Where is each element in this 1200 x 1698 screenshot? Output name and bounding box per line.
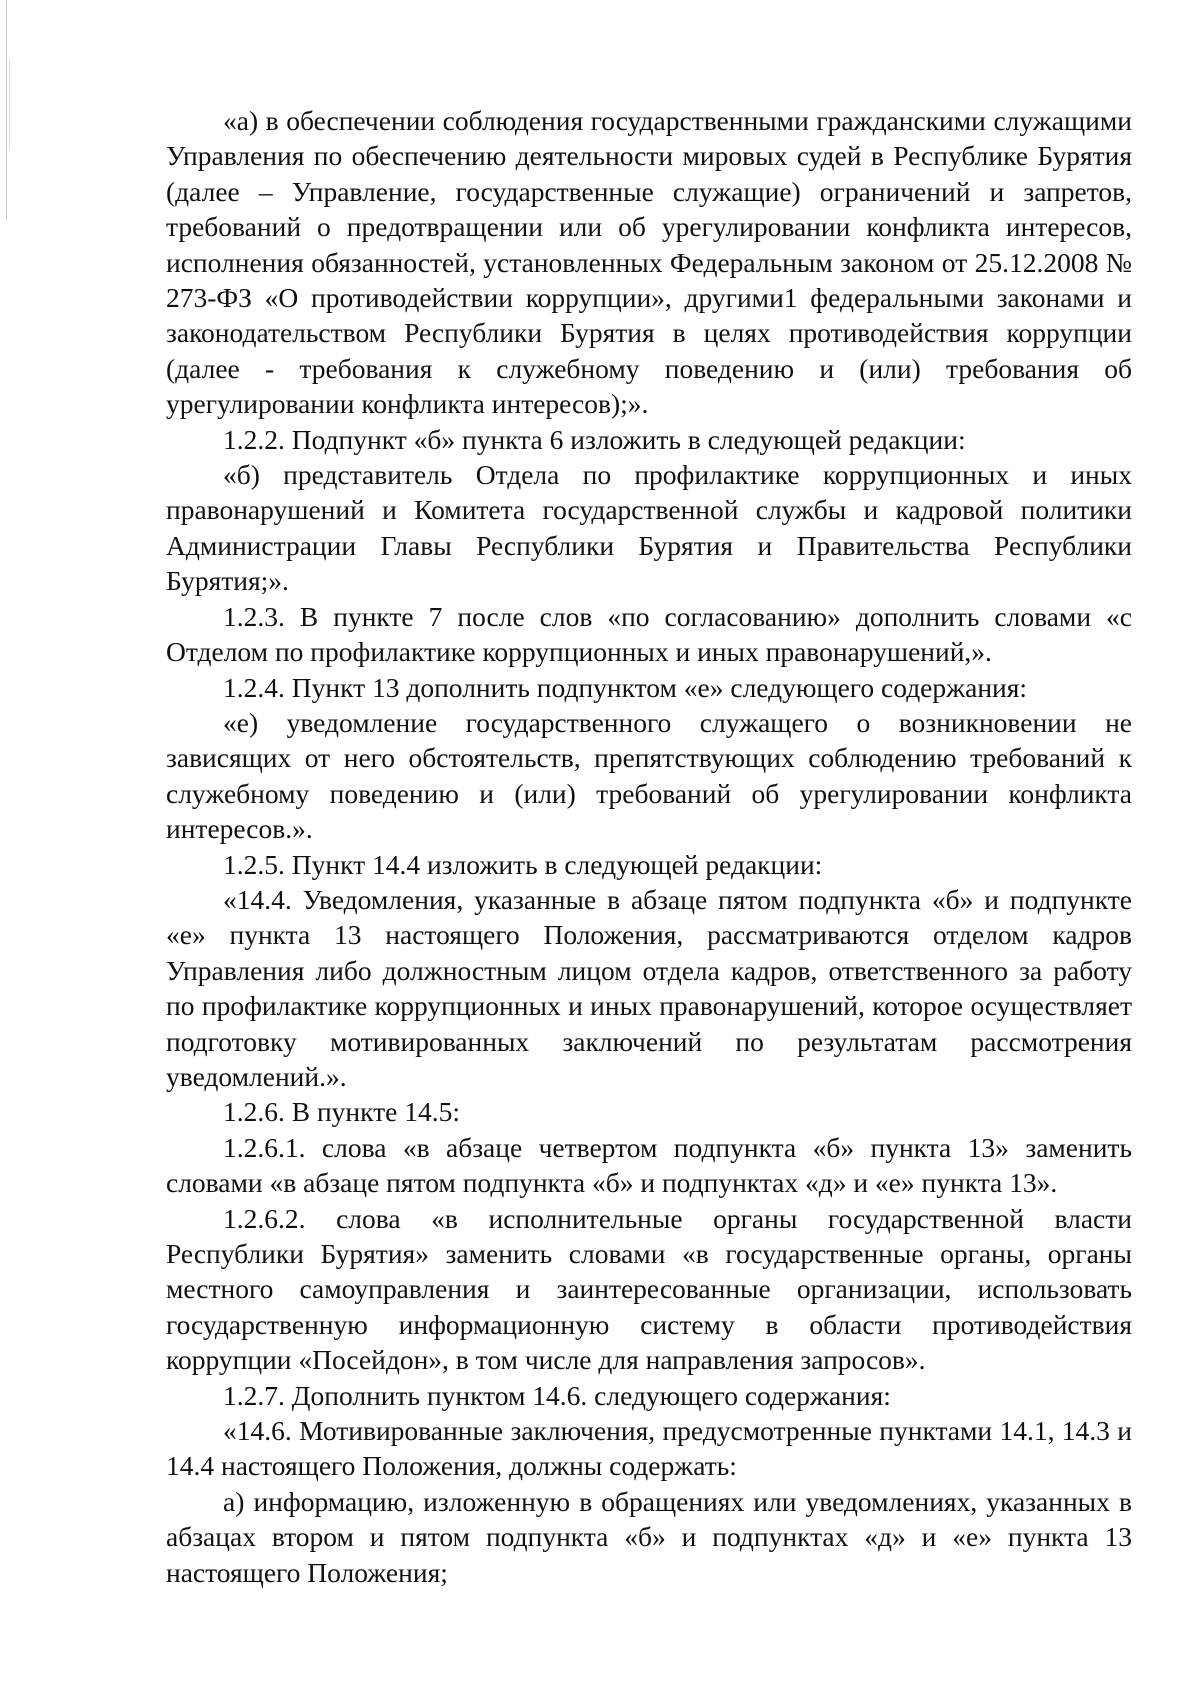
paragraph-1-2-5: 1.2.5. Пункт 14.4 изложить в следующей редакции: (223, 848, 823, 880)
paragraph-item-a-info: а) информацию, изложенную в обращениях или уведомлениях, указанных в абзацах втором и пятом подпункта «б» и подпунктах «д» и «е» пункта 13 настоящего Положения; (166, 1485, 1132, 1588)
paragraph-item-b: «б) представитель Отдела по профилактике коррупционных и иных правонарушений и Комитета государственной службы и кадровой политики Администрации Главы Республики Бурятия и Правительства Республики Бурятия;». (166, 459, 1132, 597)
scan-edge-line (9, 60, 10, 150)
scan-edge-line (6, 0, 7, 220)
paragraph-1-2-7: 1.2.7. Дополнить пунктом 14.6. следующего содержания: (223, 1379, 891, 1411)
paragraph-1-2-4: 1.2.4. Пункт 13 дополнить подпунктом «е» следующего содержания: (223, 671, 1028, 703)
paragraph-item-e: «е) уведомление государственного служащего о возникновении не зависящих от него обстоятельств, препятствующих соблюдению требований к служебному поведению и (или) требований об урегулировании конфликта интересов.». (166, 706, 1132, 845)
paragraph-1-2-6-2: 1.2.6.2. слова «в исполнительные органы государственной власти Республики Бурятия» заменить словами «в государственные органы, органы местного самоуправления и заинтересованные организации, использовать государственную информационную систему в области противодействия коррупции «Посейдон», в том числе для направления запросов». (166, 1202, 1132, 1376)
paragraph-1-2-3: 1.2.3. В пункте 7 после слов «по согласованию» дополнить словами «с Отделом по профилактике коррупционных и иных правонарушений,». (166, 600, 1132, 668)
paragraph-1-2-6-1: 1.2.6.1. слова «в абзаце четвертом подпункта «б» пункта 13» заменить словами «в абзаце пятом подпункта «б» и подпунктах «д» и «е» пункта 13». (166, 1131, 1132, 1199)
paragraph-14-6: «14.6. Мотивированные заключения, предусмотренные пунктами 14.1, 14.3 и 14.4 настоящего Положения, должны содержать: (166, 1415, 1132, 1482)
paragraph-14-4: «14.4. Уведомления, указанные в абзаце пятом подпункта «б» и подпункте «е» пункта 13 настоящего Положения, рассматриваются отделом кадров Управления либо должностным лицом отдела кадров, ответственного за работу по профилактике коррупционных и иных правонарушений, которое осуществляет подготовку мотивированных заключений по результатам рассмотрения уведомлений.». (166, 883, 1132, 1092)
document-body (166, 103, 1132, 1590)
paragraph-1-2-6: 1.2.6. В пункте 14.5: (223, 1096, 461, 1128)
paragraph-item-a: «а) в обеспечении соблюдения государственными гражданскими служащими Управления по обеспечению деятельности мировых судей в Республике Бурятия (далее – Управление, государственные служащие) ограничений и запретов, требований о предотвращении или об урегулировании конфликта интересов, исполнения обязанностей, установленных Федеральным законом от 25.12.2008 № 273-ФЗ «О противодействии коррупции», другими1 федеральными законами и законодательством Республики Бурятия в целях противодействия коррупции (далее - требования к служебному поведению и (или) требования об урегулировании конфликта интересов);». (166, 105, 1132, 420)
paragraph-1-2-2: 1.2.2. Подпункт «б» пункта 6 изложить в следующей редакции: (223, 423, 966, 455)
